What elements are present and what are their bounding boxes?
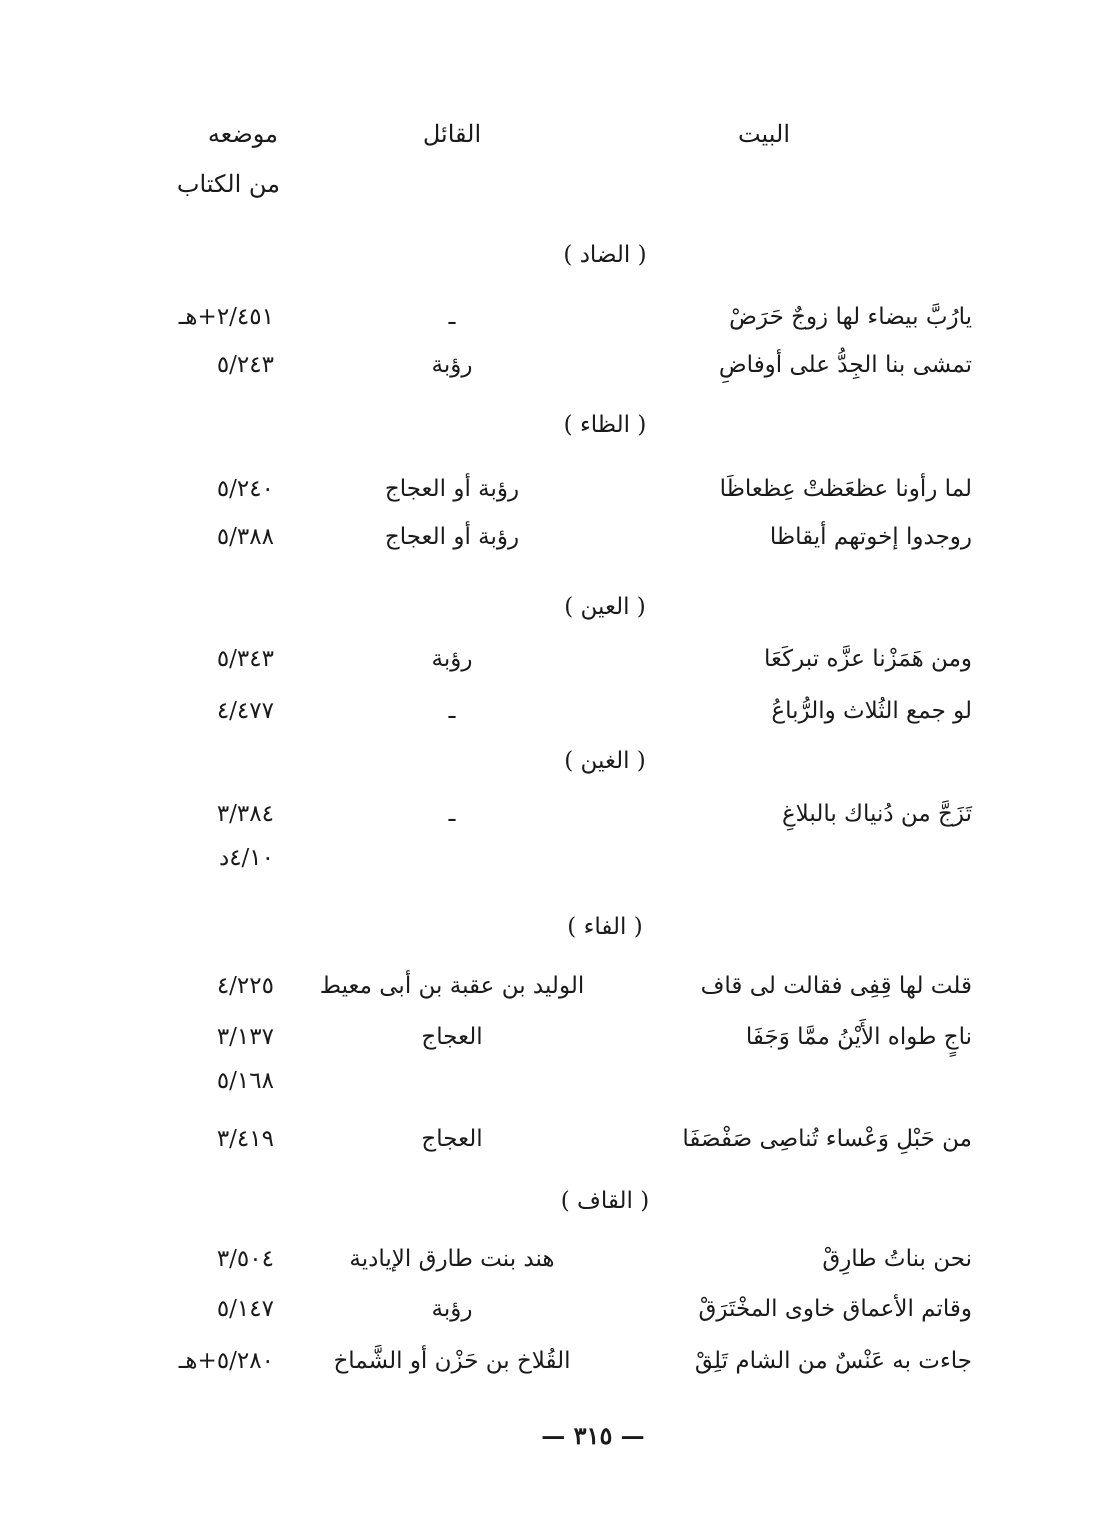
verse: جاءت به عَنْسٌ من الشام تَلِقْ <box>694 1348 972 1374</box>
verse: ومن هَمَزْنا عزَّه تبركَعَا <box>764 646 972 672</box>
poet: رؤبة <box>431 1296 473 1322</box>
verse: لو جمع الثُلاث والرُّباعُ <box>771 698 972 724</box>
section-title: ( القاف ) <box>560 1188 650 1214</box>
section-title: ( الغين ) <box>564 748 646 774</box>
verse: تَزَجَّ من دُنياك بالبلاغِ <box>781 801 972 827</box>
location: ٥/٣٨٨ <box>216 524 274 550</box>
poet: القُلاخ بن حَزْن أو الشَّماخ <box>333 1348 571 1374</box>
location-secondary: ٤/١٠د <box>218 845 274 871</box>
poet: رؤبة أو العجاج <box>384 476 520 502</box>
poet: رؤبة <box>431 646 473 672</box>
verse: قلت لها قِفِى فقالت لى قاف <box>700 973 972 999</box>
location: ٣/٤١٩ <box>216 1126 274 1152</box>
verse: وقاتم الأعماق خاوى المخْتَرَقْ <box>698 1296 972 1322</box>
location: ٣/٥٠٤ <box>216 1246 274 1272</box>
location: ٥/١٤٧ <box>216 1296 274 1322</box>
poet: رؤبة أو العجاج <box>384 524 520 550</box>
section-title: ( الفاء ) <box>567 914 643 940</box>
section-title: ( العين ) <box>564 594 646 620</box>
location: ٤/٢٢٥ <box>216 973 274 999</box>
location: ٣/٣٨٤ <box>216 801 274 827</box>
poet: هند بنت طارق الإيادية <box>349 1246 555 1272</box>
section-title: ( الظاء ) <box>563 412 647 438</box>
header-verse: البيت <box>737 120 790 148</box>
verse: لما رأونا عظعَظتْ عِظعاظَا <box>719 476 972 502</box>
location: ٣/١٣٧ <box>216 1024 274 1050</box>
verse: من حَبْلِ وَعْساء تُناصِى صَفْصَفَا <box>682 1126 972 1152</box>
location: ٥/٢٤٣ <box>216 352 274 378</box>
poet: ـ <box>448 801 456 827</box>
location: ٥/٣٤٣ <box>216 646 274 672</box>
location-secondary: ٥/١٦٨ <box>216 1068 274 1094</box>
verse: ناجٍ طواه الأَيْنُ ممَّا وَجَفَا <box>745 1024 972 1050</box>
poet: ـ <box>448 304 456 330</box>
verse: تمشى بنا الجِدُّ على أوفاضِ <box>718 352 972 378</box>
verse: نحن بناتُ طارِقْ <box>822 1246 972 1272</box>
header-location-line2: من الكتاب <box>176 170 280 198</box>
location: ٥/٢٤٠ <box>216 476 274 502</box>
header-poet: القائل <box>422 120 482 148</box>
location: ٢/٤٥١+هـ <box>178 304 274 330</box>
page-number: — ٣١٥ — <box>541 1421 645 1450</box>
poet: رؤبة <box>431 352 473 378</box>
verse: روجدوا إخوتهم أيقاظا <box>769 524 972 550</box>
verse: يارُبَّ بيضاء لها زوجٌ حَرَضْ <box>729 304 972 330</box>
poet: العجاج <box>421 1024 483 1050</box>
location: ٤/٤٧٧ <box>216 698 274 724</box>
poet: العجاج <box>421 1126 483 1152</box>
poet: ـ <box>448 698 456 724</box>
poet: الوليد بن عقبة بن أبى معيط <box>319 973 585 999</box>
section-title: ( الضاد ) <box>563 242 647 268</box>
header-location-line1: موضعه <box>207 120 278 148</box>
location: ٥/٢٨٠+هـ <box>178 1348 274 1374</box>
